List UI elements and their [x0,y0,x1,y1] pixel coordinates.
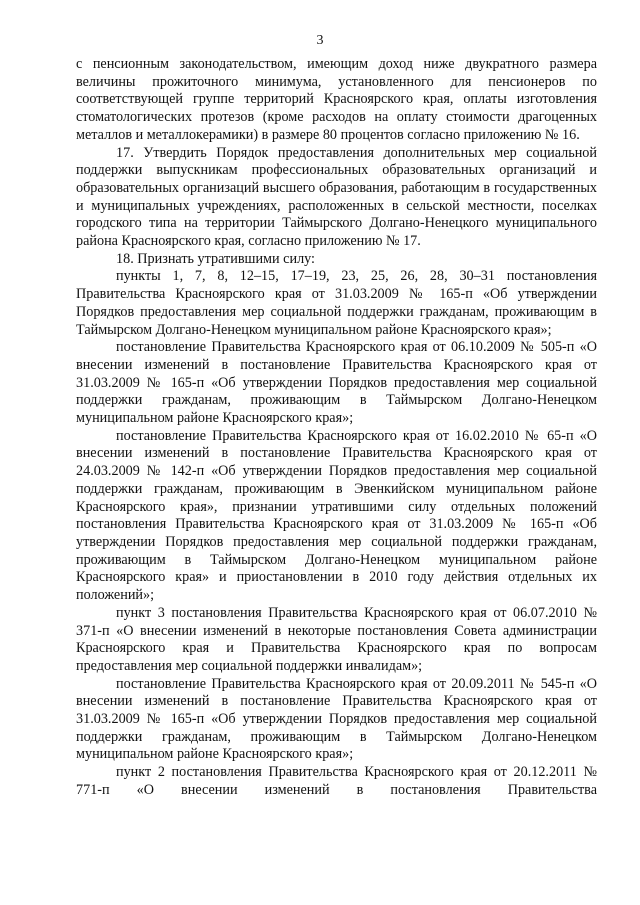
paragraph-repeal-771p: пункт 2 постановления Правительства Красноярского края от 20.12.2011 № 771-п «О внесении изменений в постановления Правительства [76,764,597,798]
paragraph-18-repeal-heading: 18. Признать утратившими силу: [116,250,315,267]
paragraph-17-graduates-support: 17. Утвердить Порядок предоставления дополнительных мер социальной поддержки выпускникам профессиональных образовательных организаций и образовательных организаций высшего образования, работающим в государственных и муниципальных учреждениях, расположенных в сельской местности, поселках городского типа на территории Таймырского Долгано-Ненецкого муниципального района Красноярского края, согласно приложению № 17. [76,144,597,250]
paragraph-repeal-505p: постановление Правительства Красноярского края от 06.10.2009 № 505-п «О внесении изменений в постановление Правительства Красноярского края от 31.03.2009 № 165-п «Об утверждении Порядков предоставления мер социальной поддержки гражданам, проживающим в Таймырском Долгано-Ненецком муниципальном районе Красноярского края»; [76,339,597,427]
paragraph-repeal-points-165p: пункты 1, 7, 8, 12–15, 17–19, 23, 25, 26, 28, 30–31 постановления Правительства Красноярского края от 31.03.2009 № 165-п «Об утверждении Порядков предоставления мер социальной поддержки гражданам, проживающим в Таймырском Долгано-Ненецком муниципальном районе Красноярского края»; [76,268,597,338]
paragraph-repeal-545p: постановление Правительства Красноярского края от 20.09.2011 № 545-п «О внесении изменений в постановление Правительства Красноярского края от 31.03.2009 № 165-п «Об утверждении Порядков предоставления мер социальной поддержки гражданам, проживающим в Таймырском Долгано-Ненецком муниципальном районе Красноярского края»; [76,675,597,763]
page-number: 3 [316,33,324,48]
paragraph-repeal-371p: пункт 3 постановления Правительства Красноярского края от 06.07.2010 № 371-п «О внесении изменений в некоторые постановления Совета администрации Красноярского края и Правительства Красноярского края по вопросам предоставления мер социальной поддержки инвалидам»; [76,604,597,674]
paragraph-repeal-65p: постановление Правительства Красноярского края от 16.02.2010 № 65-п «О внесении изменений в постановление Правительства Красноярского края от 24.03.2009 № 142-п «Об утверждении Порядков предоставления мер социальной поддержки гражданам, проживающим в Эвенкийском муниципальном районе Красноярского края», признании утратившими силу отдельных положений постановления Правительства Красноярского края от 31.03.2009 № 165-п «Об утверждении Порядков предоставления мер социальной поддержки гражданам, проживающим в Таймырском Долгано-Ненецком муниципальном районе Красноярского края» и приостановлении в 2010 году действия отдельных их положений»; [76,427,597,604]
document-body [76,56,597,800]
paragraph-pension-dentures: с пенсионным законодательством, имеющим доход ниже двукратного размера величины прожиточного минимума, установленного для пенсионеров по соответствующей группе территорий Красноярского края, оплаты изготовления стоматологических протезов (кроме расходов на оплату стоимости драгоценных металлов и металлокерамики) в размере 80 процентов согласно приложению № 16. [76,56,597,143]
